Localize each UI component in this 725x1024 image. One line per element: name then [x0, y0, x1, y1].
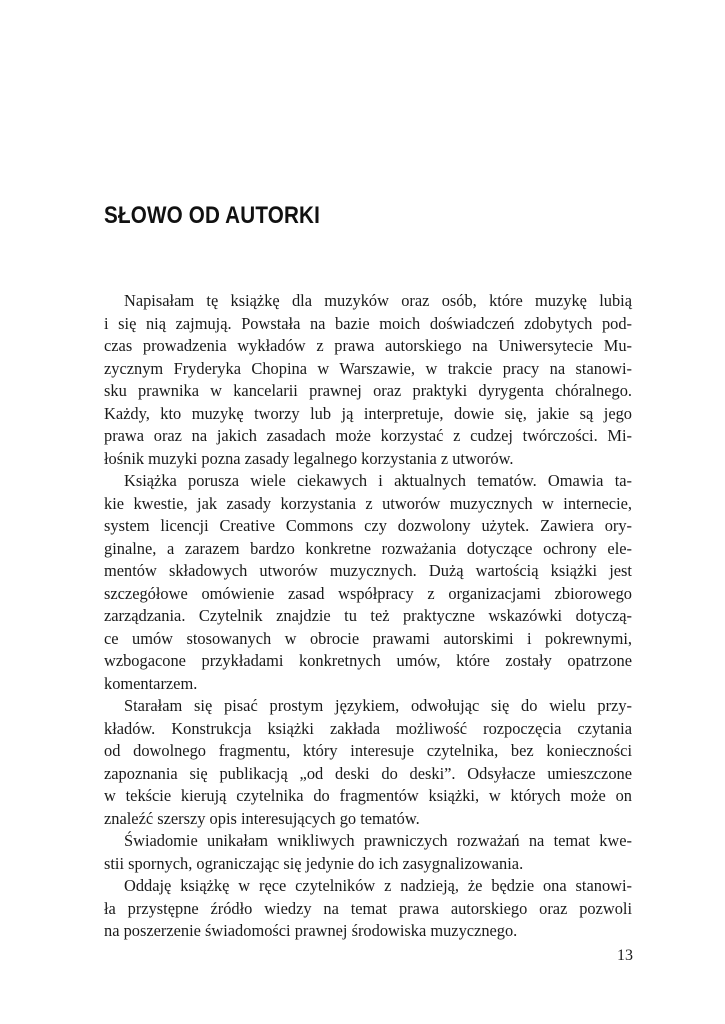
text-line: sku prawnika w kancelarii prawnej oraz praktyki dyrygenta chóralnego. — [104, 381, 632, 400]
text-line: od dowolnego fragmentu, który interesuje czytelnika, bez konieczności — [104, 741, 632, 760]
text-line: Świadomie unikałam wnikliwych prawniczych rozważań na temat kwe- — [124, 831, 632, 850]
text-line: zapoznania się publikacją „od deski do deski”. Odsyłacze umieszczone — [104, 763, 632, 783]
paragraph-1 — [104, 290, 632, 470]
text-line: mentów składowych utworów muzycznych. Dużą wartością książki jest — [104, 561, 632, 580]
paragraph-4 — [104, 830, 632, 875]
chapter-title: SŁOWO OD AUTORKI — [104, 202, 321, 229]
text-line: na poszerzenie świadomości prawnej środowiska muzycznego. — [104, 921, 518, 940]
text-line: ce umów stosowanych w obrocie prawami autorskimi i pokrewnymi, — [104, 628, 632, 648]
text-line: stii spornych, ograniczając się jedynie do ich zasygnalizowania. — [104, 853, 524, 873]
text-line: kładów. Konstrukcja książki zakłada możliwość rozpoczęcia czytania — [104, 718, 632, 738]
text-line: kie kwestie, jak zasady korzystania z utworów muzycznych w internecie, — [104, 493, 632, 513]
text-line: prawa oraz na jakich zasadach może korzystać z cudzej twórczości. Mi- — [104, 426, 632, 445]
text-line: ginalne, a zarazem bardzo konkretne rozważania dotyczące ochrony ele- — [104, 538, 632, 558]
page-number: 13 — [617, 947, 633, 964]
text-line: system licencji Creative Commons czy dozwolony użytek. Zawiera ory- — [104, 516, 632, 535]
chapter-body — [104, 290, 632, 943]
text-line: Książka porusza wiele ciekawych i aktualnych tematów. Omawia ta- — [124, 471, 632, 490]
text-line: wzbogacone przykładami konkretnych umów, które zostały opatrzone — [104, 651, 632, 670]
text-line: komentarzem. — [104, 673, 198, 693]
paragraph-5 — [104, 875, 632, 943]
text-line: znaleźć szerszy opis interesujących go tematów. — [104, 808, 420, 828]
text-line: w tekście kierują czytelnika do fragmentów książki, w których może on — [104, 786, 632, 805]
text-line: szczegółowe omówienie zasad współpracy z organizacjami zbiorowego — [104, 583, 632, 603]
text-line: ła przystępne źródło wiedzy na temat prawa autorskiego oraz pozwoli — [104, 898, 632, 918]
text-line: Oddaję książkę w ręce czytelników z nadzieją, że będzie ona stanowi- — [124, 876, 632, 895]
text-line: łośnik muzyki pozna zasady legalnego korzystania z utworów. — [104, 448, 514, 468]
text-line: czas prowadzenia wykładów z prawa autorskiego na Uniwersytecie Mu- — [104, 336, 632, 355]
text-line: i się nią zajmują. Powstała na bazie moich doświadczeń zdobytych pod- — [104, 313, 632, 333]
paragraph-2 — [104, 470, 632, 695]
text-line: Starałam się pisać prostym językiem, odwołując się do wielu przy- — [124, 696, 632, 715]
text-line: Każdy, kto muzykę tworzy lub ją interpretuje, dowie się, jakie są jego — [104, 403, 632, 423]
text-line: zycznym Fryderyka Chopina w Warszawie, w trakcie pracy na stanowi- — [104, 358, 632, 378]
text-line: Napisałam tę książkę dla muzyków oraz osób, które muzykę lubią — [124, 291, 632, 310]
paragraph-3 — [104, 695, 632, 830]
text-line: zarządzania. Czytelnik znajdzie tu też praktyczne wskazówki dotyczą- — [104, 606, 632, 625]
